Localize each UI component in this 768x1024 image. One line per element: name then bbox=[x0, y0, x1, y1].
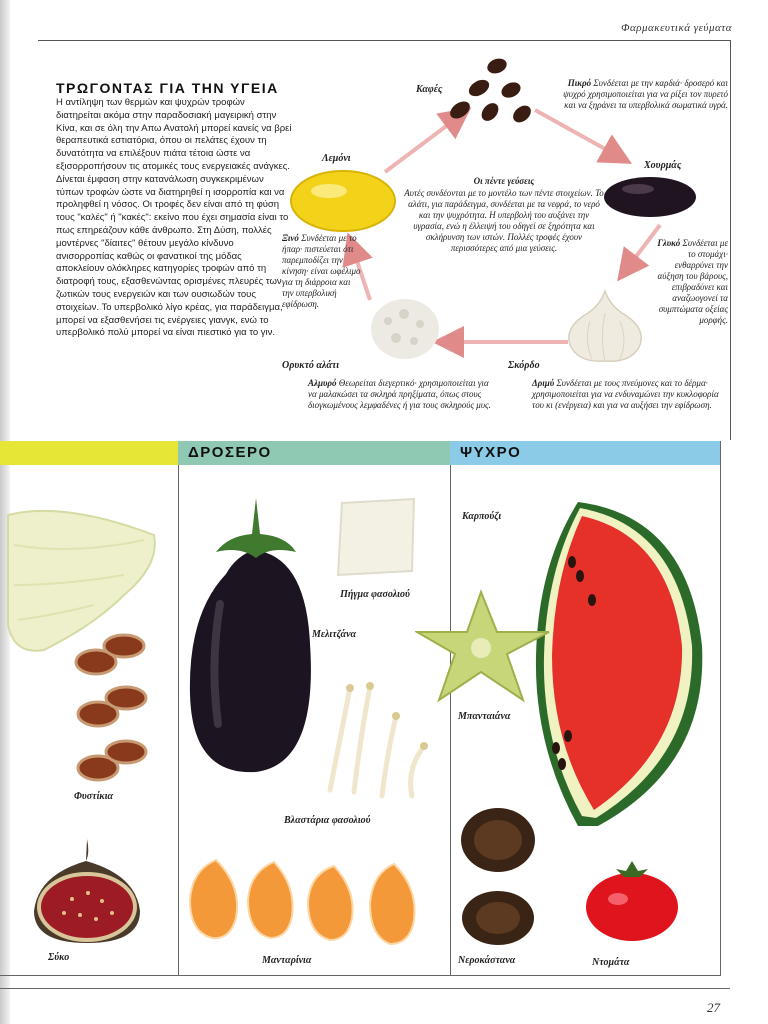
article-title: ΤΡΩΓΟΝΤΑΣ ΓΙΑ ΤΗΝ ΥΓΕΙΑ bbox=[56, 80, 279, 96]
center-text: Αυτές συνδέονται με το μοντέλο των πέντε στοιχείων. Το αλάτι, για παράδειγμα, συνδέεται με τα νεφρά, το νερό και την ψυχρότητα. Η υπερβολή του αυξάνει την υγρασία, ενώ η έλλειψή του οδηγεί σε ξηρότητα και σκλήρυνση των ιστών. Πολλές τροφές έχουν περισσότερες από μια γεύσεις. bbox=[404, 188, 604, 253]
mandarin-segments-icon bbox=[186, 856, 426, 948]
divider-left bbox=[178, 465, 179, 975]
text-salty: Θεωρείται διεγερτικό· χρησιμοποιείται για να μαλακώσει τα σκληρά πρηξίματα, όπως στους διογκωμένους λεμφαδένες ή για τους σκληρούς μυς. bbox=[308, 378, 491, 410]
garlic-icon bbox=[562, 283, 648, 365]
label-fig: Σύκο bbox=[48, 952, 70, 963]
band-warm-neutral bbox=[0, 441, 178, 465]
label-tofu: Πήγμα φασολιού bbox=[340, 589, 410, 600]
text-bitter: Συνδέεται με την καρδιά· δροσερό και ψυχρό χρησιμοποιείται για να ρίξει τον πυρετό και να ξηράνει τα υπερβολικά σωματικά υγρά. bbox=[563, 78, 728, 110]
label-date: Χουρμάς bbox=[644, 160, 682, 171]
label-tomato: Ντομάτα bbox=[592, 957, 630, 968]
right-rule bbox=[730, 40, 731, 440]
rock-salt-icon bbox=[368, 296, 442, 362]
caption-sweet bbox=[648, 238, 728, 326]
top-rule bbox=[38, 40, 730, 41]
star-fruit-icon bbox=[415, 588, 555, 706]
label-salt: Ορυκτό αλάτι bbox=[282, 360, 340, 371]
caption-pungent bbox=[532, 378, 722, 411]
bottom-rule bbox=[0, 988, 730, 989]
label-garlic: Σκόρδο bbox=[508, 360, 540, 371]
text-sweet: Συνδέεται με το στομάχι· ενθαρρύνει την αύξηση του βάρους, επιβραδύνει και αναζωογονεί τα συμπτώματα οξείας μορφής. bbox=[657, 238, 728, 325]
tofu-icon bbox=[334, 497, 418, 577]
term-sweet: Γλυκό bbox=[657, 238, 681, 248]
band-cool: ΔΡΟΣΕΡΟ bbox=[178, 441, 450, 465]
label-pistachio: Φυστίκια bbox=[74, 791, 114, 802]
center-title-text: Οι πέντε γεύσεις bbox=[473, 176, 535, 186]
page-number: 27 bbox=[707, 1000, 720, 1015]
date-icon bbox=[602, 175, 702, 220]
lemon-icon bbox=[287, 165, 399, 237]
term-pungent: Δριμύ bbox=[532, 378, 555, 388]
center-title bbox=[404, 176, 604, 187]
label-sprouts: Βλαστάρια φασολιού bbox=[284, 815, 371, 826]
fig-icon bbox=[28, 835, 146, 947]
water-chestnut-icon bbox=[458, 806, 538, 946]
watermelon-icon bbox=[528, 496, 708, 828]
panel-bottom-rule bbox=[0, 975, 720, 976]
running-head: Φαρμακευτικά γεύματα bbox=[621, 22, 732, 34]
band-cold: ΨΥΧΡΟ bbox=[450, 441, 720, 465]
caption-bitter bbox=[560, 78, 728, 111]
label-coffee: Καφές bbox=[416, 84, 443, 95]
caption-sour bbox=[282, 233, 362, 310]
term-sour: Ξινό bbox=[282, 233, 299, 243]
term-bitter: Πικρό bbox=[567, 78, 592, 88]
coffee-beans-icon bbox=[445, 52, 540, 132]
label-watermelon: Καρπούζι bbox=[462, 511, 502, 522]
pistachio-icon bbox=[72, 632, 154, 790]
divider-right bbox=[450, 465, 451, 975]
tomato-icon bbox=[582, 857, 682, 943]
article-body: Η αντίληψη των θερμών και ψυχρών τροφών διατηρείται ακόμα στην παραδοσιακή μαγειρική στην Κίνα, και σε όλη την Απω Ανατολή μπορεί κανείς να βρεί θεραπευτικά εστιατόρια, όπου οι πελάτες έχουν τη δυνατότητα να επιλέξουν πιάτα τέτοια ώστε να εξισορροπήσουν τις ατομικές τους ενεργειακές ανάγκες. Δίνεται έμφαση στην κατανάλωση συγκεκριμένων τύπων τροφών ώστε να διατηρηθεί η ισορροπία και να προληφθεί η νόσος. Οι τροφές δεν είναι από τη φύση τους "καλές" ή "κακές": εκείνο που έχει σημασία είναι το πως επηρεάζουν κάθε άνθρωπο. Στη Δύση, πολλές μοντέρνες "δίαιτες" θέτουν μεγάλο κίνδυνο ανισορροπίας καθώς οι φανατικοί της μόδας αποκλείουν ολόκληρες κατηγορίες τροφών από τη διατροφή τους, εξασθενώντας ορισμένες πλευρές των ζωτικών τους ενεργειών και των ουσιωδών τους στοιχείων. Το υπερβολικό λίγο κρέας, για παράδειγμα, μπορεί να εξασθενήσει τις ενέργειες γιανγκ, ενώ το υπερβολικό πολύ μπορεί να είναι πιεστικό για το γιν. bbox=[56, 97, 292, 339]
label-eggplant: Μελιτζάνα bbox=[312, 629, 357, 640]
label-chestnut: Νεροκάστανα bbox=[458, 955, 516, 966]
arrow-coffee-date bbox=[535, 110, 625, 160]
eggplant-icon bbox=[186, 494, 322, 776]
caption-salty bbox=[308, 378, 498, 411]
text-pungent: Συνδέεται με τους πνεύμονες και το δέρμα· χρησιμοποιείται για να ενδυναμώνει την κυκλοφορία του κι (ενέργεια) και για να αυξήσει την εφίδρωση. bbox=[532, 378, 719, 410]
term-salty: Αλμυρό bbox=[308, 378, 337, 388]
label-starfruit: Μπανταιάνα bbox=[458, 711, 511, 722]
text-sour: Συνδέεται με το ήπαρ· πιστεύεται ότι παρεμποδίζει την κίνηση· είναι ωφέλιμο για τη διάρροια και την υπερβολική εφίδρωση. bbox=[282, 233, 361, 309]
divider-edge bbox=[720, 441, 721, 976]
label-mandarin: Μανταρίνια bbox=[262, 955, 312, 966]
label-lemon: Λεμόνι bbox=[322, 153, 351, 164]
